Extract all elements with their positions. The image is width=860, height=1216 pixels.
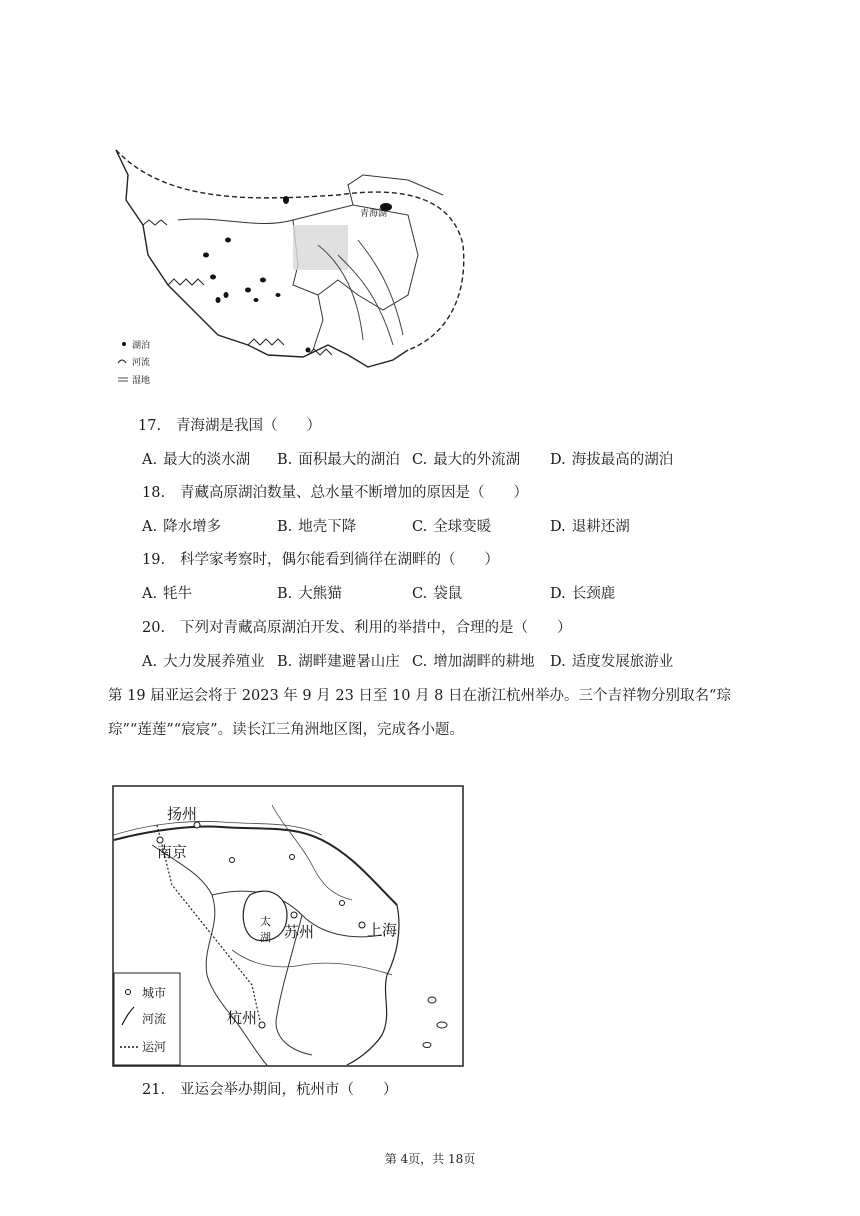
city-label-nanjing: 南京 (157, 843, 188, 861)
legend-canal-label: 运河 (142, 1040, 167, 1054)
question-21: 21. 亚运会举办期间，杭州市（ ） (142, 1082, 398, 1098)
wetland-icon (118, 378, 128, 381)
legend-lake-label: 湖泊 (132, 341, 151, 351)
qinghai-lake-label: 青海湖 (360, 209, 388, 219)
legend-river-label: 河流 (132, 358, 151, 368)
lake-label-tai: 太 (260, 915, 271, 928)
map2-legend (114, 973, 180, 1065)
qinghai-tibet-plateau-map (108, 145, 478, 395)
question-19: 19. 科学家考察时，偶尔能看到徜徉在湖畔的（ ） (142, 552, 499, 568)
question-18: 18. 青藏高原湖泊数量、总水量不断增加的原因是（ ） (142, 485, 528, 501)
city-label-hangzhou: 杭州 (227, 1009, 258, 1027)
question-20: 20. 下列对青藏高原湖泊开发、利用的举措中，合理的是（ ） (142, 620, 572, 636)
question-17: 17. 青海湖是我国（ ） (138, 418, 321, 434)
city-label-shanghai: 上海 (367, 921, 398, 939)
legend-wetland-label: 湿地 (132, 376, 151, 386)
river-line-icon (118, 360, 126, 363)
legend-river-label: 河流 (142, 1012, 167, 1026)
yangtze-delta-map (112, 785, 464, 1067)
intro-line-1: 第 19 届亚运会将于 2023 年 9 月 23 日至 10 月 8 日在浙江杭州举办。三个吉祥物分别取名“琮 (108, 688, 731, 704)
city-label-suzhou: 苏州 (284, 923, 315, 941)
lake-label-hu: 湖 (260, 931, 271, 944)
map1-legend (118, 339, 150, 386)
legend-city-label: 城市 (142, 986, 167, 1000)
city-label-yangzhou: 扬州 (167, 805, 198, 823)
lake-dot-icon (122, 342, 126, 346)
page-footer: 第 4页，共 18页 (384, 1152, 476, 1166)
intro-line-2: 琮”“莲莲”“宸宸”。读长江三角洲地区图，完成各小题。 (108, 722, 465, 738)
city-dot-icon (126, 990, 131, 995)
